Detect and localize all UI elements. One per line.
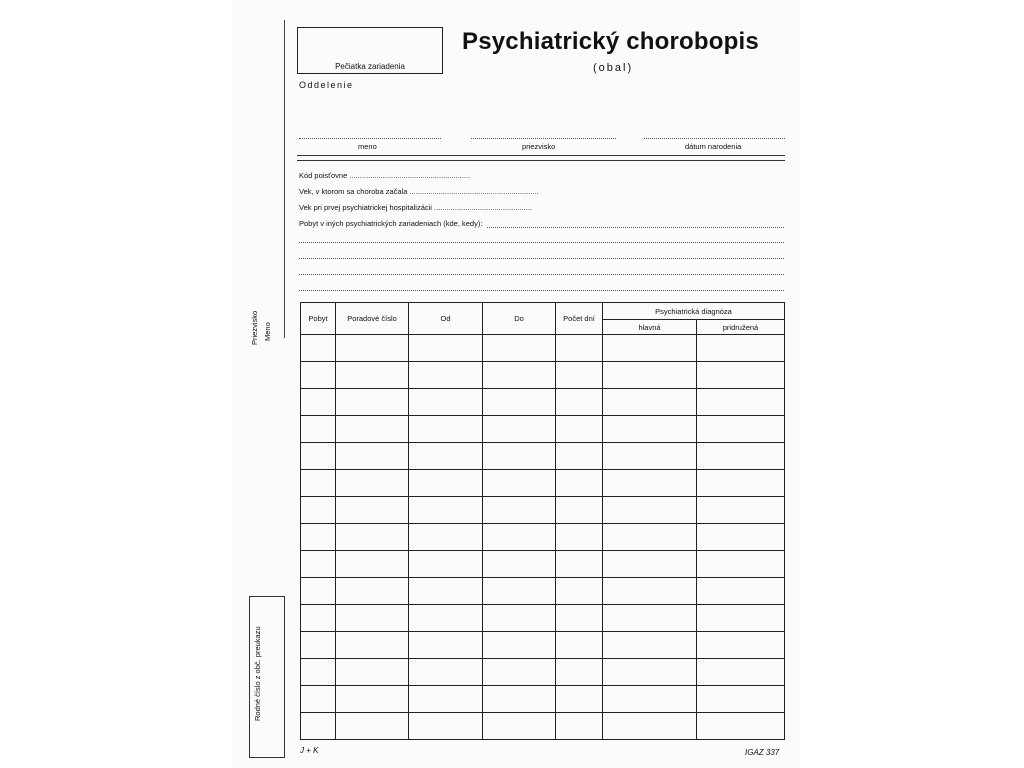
table-cell[interactable]: [336, 524, 409, 551]
table-cell[interactable]: [556, 632, 603, 659]
table-cell[interactable]: [556, 389, 603, 416]
col-stay: Pobyt: [301, 303, 336, 335]
table-cell[interactable]: [603, 389, 697, 416]
table-cell[interactable]: [697, 524, 785, 551]
table-cell[interactable]: [301, 470, 336, 497]
birth-date-label: dátum narodenia: [685, 142, 742, 151]
form-code: IGAZ 337: [745, 748, 780, 757]
first-name-line[interactable]: [299, 138, 441, 139]
col-sequence-number: Poradové číslo: [336, 303, 409, 335]
table-cell[interactable]: [409, 524, 483, 551]
table-cell[interactable]: [556, 416, 603, 443]
table-row: [301, 578, 785, 605]
table-cell[interactable]: [556, 605, 603, 632]
table-cell[interactable]: [409, 632, 483, 659]
table-cell[interactable]: [336, 605, 409, 632]
col-diagnosis: Psychiatrická diagnóza: [603, 303, 785, 320]
table-row: [301, 443, 785, 470]
table-cell[interactable]: [301, 686, 336, 713]
table-row: [301, 470, 785, 497]
table-cell[interactable]: [556, 470, 603, 497]
table-cell[interactable]: [336, 416, 409, 443]
table-cell[interactable]: [697, 578, 785, 605]
table-cell[interactable]: [409, 362, 483, 389]
other-facilities-line[interactable]: [299, 242, 784, 243]
other-facilities-line[interactable]: [487, 227, 784, 228]
table-cell[interactable]: [603, 686, 697, 713]
table-cell[interactable]: [409, 578, 483, 605]
surname-line[interactable]: [471, 138, 616, 139]
footer-left: J + K: [300, 746, 319, 755]
table-cell[interactable]: [301, 713, 336, 740]
table-cell[interactable]: [409, 470, 483, 497]
col-to: Do: [483, 303, 556, 335]
table-cell[interactable]: [301, 497, 336, 524]
table-cell[interactable]: [336, 686, 409, 713]
table-cell[interactable]: [603, 443, 697, 470]
table-cell[interactable]: [603, 659, 697, 686]
first-name-label: meno: [358, 142, 377, 151]
birth-date-line[interactable]: [644, 138, 785, 139]
table-cell[interactable]: [556, 443, 603, 470]
table-cell[interactable]: [409, 389, 483, 416]
table-cell[interactable]: [483, 335, 556, 362]
page-title: Psychiatrický chorobopis: [462, 28, 759, 55]
table-cell[interactable]: [336, 335, 409, 362]
table-cell[interactable]: [483, 551, 556, 578]
table-row: [301, 686, 785, 713]
page-subtitle: (obal): [593, 62, 634, 74]
table-cell[interactable]: [336, 632, 409, 659]
table-row: [301, 416, 785, 443]
table-cell[interactable]: [301, 605, 336, 632]
table-cell[interactable]: [336, 713, 409, 740]
table-cell[interactable]: [483, 443, 556, 470]
table-cell[interactable]: [603, 416, 697, 443]
table-row: [301, 632, 785, 659]
other-facilities-line[interactable]: [299, 274, 784, 275]
table-cell[interactable]: [483, 632, 556, 659]
table-cell[interactable]: [697, 605, 785, 632]
table-row: [301, 551, 785, 578]
table-cell[interactable]: [336, 659, 409, 686]
table-cell[interactable]: [556, 578, 603, 605]
table-cell[interactable]: [301, 524, 336, 551]
table-cell[interactable]: [697, 497, 785, 524]
table-cell[interactable]: [697, 659, 785, 686]
insurance-code-field[interactable]: Kód poisťovne ..........................................................: [299, 171, 471, 180]
table-cell[interactable]: [301, 335, 336, 362]
table-cell[interactable]: [697, 632, 785, 659]
stamp-box: [297, 27, 443, 74]
table-row: [301, 335, 785, 362]
table-cell[interactable]: [301, 551, 336, 578]
stays-table: [300, 302, 785, 740]
table-cell[interactable]: [409, 497, 483, 524]
table-cell[interactable]: [697, 416, 785, 443]
table-cell[interactable]: [556, 713, 603, 740]
table-cell[interactable]: [409, 335, 483, 362]
other-facilities-line[interactable]: [299, 290, 784, 291]
table-cell[interactable]: [603, 497, 697, 524]
table-cell[interactable]: [697, 389, 785, 416]
table-cell[interactable]: [483, 470, 556, 497]
table-cell[interactable]: [301, 632, 336, 659]
table-cell[interactable]: [409, 605, 483, 632]
table-row: [301, 713, 785, 740]
table-row: [301, 497, 785, 524]
table-cell[interactable]: [483, 362, 556, 389]
table-cell[interactable]: [409, 686, 483, 713]
table-row: [301, 524, 785, 551]
table-cell[interactable]: [603, 578, 697, 605]
table-cell[interactable]: [603, 335, 697, 362]
table-cell[interactable]: [409, 713, 483, 740]
table-cell[interactable]: [301, 659, 336, 686]
table-cell[interactable]: [409, 443, 483, 470]
table-row: [301, 605, 785, 632]
table-cell[interactable]: [301, 362, 336, 389]
other-facilities-label: Pobyt v iných psychiatrických zariadeniach (kde, kedy):: [299, 219, 483, 228]
table-cell[interactable]: [556, 362, 603, 389]
table-cell[interactable]: [301, 578, 336, 605]
divider-rule: [297, 160, 785, 161]
surname-label: priezvisko: [522, 142, 556, 151]
table-cell[interactable]: [483, 605, 556, 632]
col-diagnosis-main: hlavná: [603, 320, 697, 335]
table-cell[interactable]: [301, 389, 336, 416]
table-cell[interactable]: [336, 551, 409, 578]
divider-rule: [297, 155, 785, 156]
table-cell[interactable]: [301, 443, 336, 470]
table-cell[interactable]: [603, 551, 697, 578]
table-cell[interactable]: [603, 713, 697, 740]
table-cell[interactable]: [336, 443, 409, 470]
table-cell[interactable]: [301, 416, 336, 443]
table-cell[interactable]: [697, 551, 785, 578]
table-cell[interactable]: [336, 470, 409, 497]
table-cell[interactable]: [697, 362, 785, 389]
table-cell[interactable]: [556, 551, 603, 578]
table-cell[interactable]: [556, 524, 603, 551]
table-cell[interactable]: [603, 470, 697, 497]
table-cell[interactable]: [336, 362, 409, 389]
other-facilities-line[interactable]: [299, 258, 784, 259]
table-cell[interactable]: [409, 659, 483, 686]
table-row: [301, 362, 785, 389]
table-cell[interactable]: [603, 605, 697, 632]
table-cell[interactable]: [697, 686, 785, 713]
table-cell[interactable]: [697, 470, 785, 497]
col-days: Počet dní: [556, 303, 603, 335]
table-cell[interactable]: [409, 416, 483, 443]
table-cell[interactable]: [483, 686, 556, 713]
table-cell[interactable]: [603, 632, 697, 659]
table-cell[interactable]: [556, 686, 603, 713]
margin-line: [284, 20, 285, 338]
table-cell[interactable]: [336, 497, 409, 524]
table-cell[interactable]: [483, 713, 556, 740]
table-cell[interactable]: [556, 659, 603, 686]
table-cell[interactable]: [336, 389, 409, 416]
table-row: [301, 659, 785, 686]
first-hospitalization-age-field[interactable]: Vek pri prvej psychiatrickej hospitalizácii ...............................................: [299, 203, 532, 212]
table-cell[interactable]: [697, 443, 785, 470]
birth-number-label: Rodné číslo z obč. preukazu: [253, 626, 262, 721]
sidebar-name-label: Meno: [263, 322, 272, 341]
sidebar-surname-label: Priezvisko: [250, 310, 259, 345]
col-from: Od: [409, 303, 483, 335]
table-cell[interactable]: [483, 578, 556, 605]
stamp-label: Pečiatka zariadenia: [335, 62, 405, 71]
table-cell[interactable]: [483, 659, 556, 686]
table-cell[interactable]: [483, 416, 556, 443]
table-cell[interactable]: [697, 335, 785, 362]
table-cell[interactable]: [697, 713, 785, 740]
table-cell[interactable]: [409, 551, 483, 578]
table-cell[interactable]: [603, 524, 697, 551]
table-cell[interactable]: [336, 578, 409, 605]
table-cell[interactable]: [603, 362, 697, 389]
onset-age-field[interactable]: Vek, v ktorom sa choroba začala ..............................................................: [299, 187, 539, 196]
table-cell[interactable]: [556, 335, 603, 362]
table-cell[interactable]: [483, 497, 556, 524]
department-label: Oddelenie: [299, 80, 354, 90]
birth-number-box[interactable]: [249, 596, 285, 758]
col-diagnosis-secondary: pridružená: [697, 320, 785, 335]
table-cell[interactable]: [556, 497, 603, 524]
table-cell[interactable]: [483, 389, 556, 416]
table-row: [301, 389, 785, 416]
table-cell[interactable]: [483, 524, 556, 551]
